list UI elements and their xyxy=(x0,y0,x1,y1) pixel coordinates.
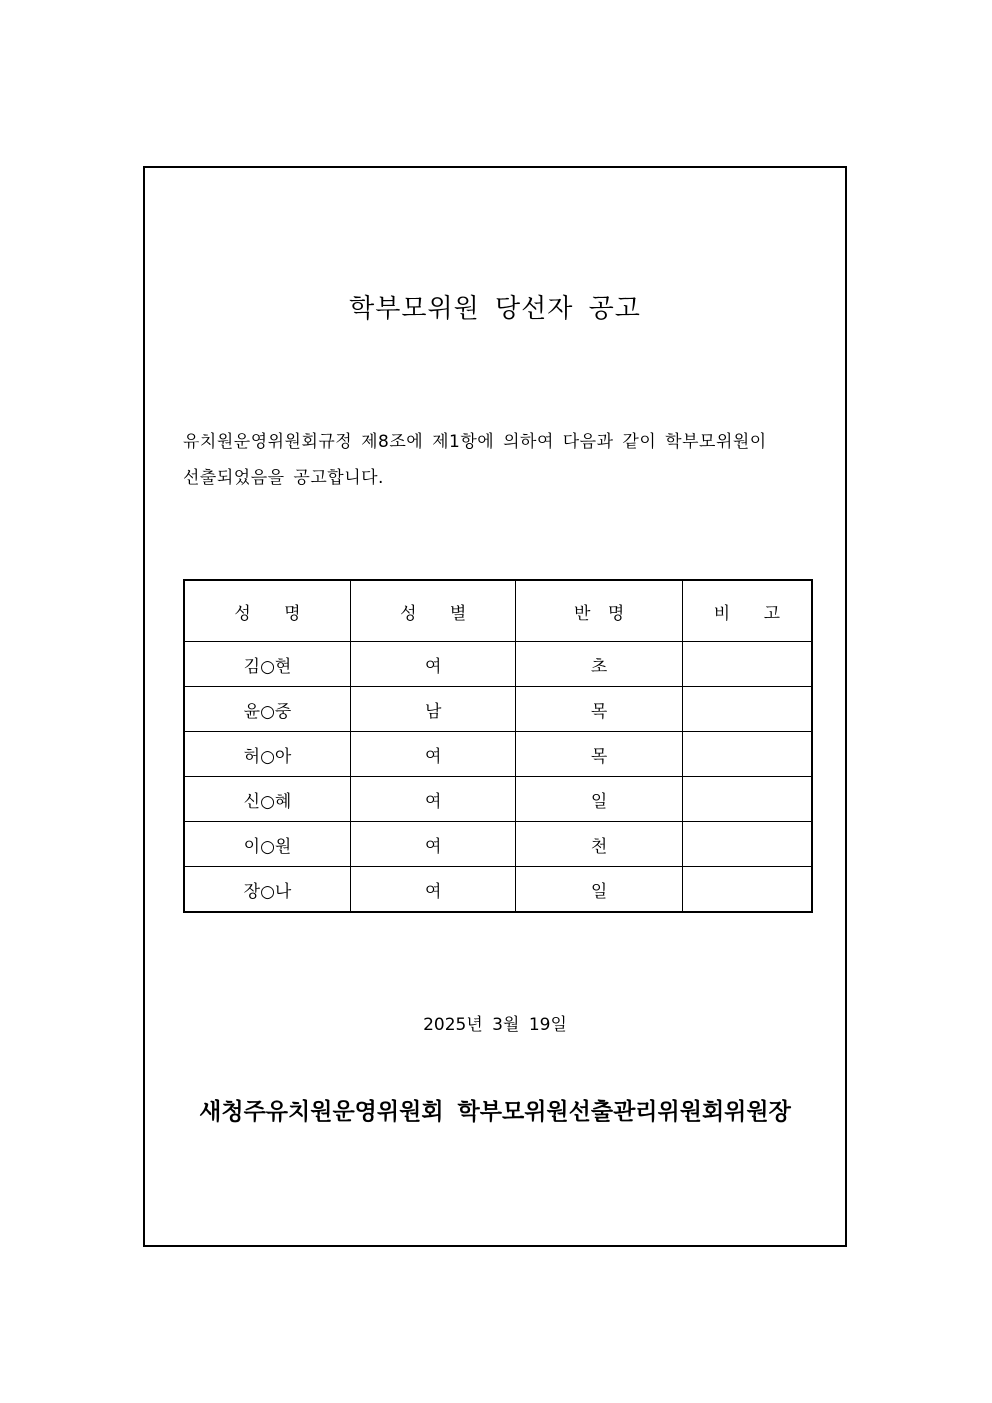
cell-name: 장○나 xyxy=(184,867,350,913)
notice-body-line-2: 선출되었음을 공고합니다. xyxy=(183,468,384,488)
table-row xyxy=(184,732,812,777)
header-name: 성 명 xyxy=(184,580,350,642)
cell-gender: 여 xyxy=(350,642,515,687)
header-class: 반 명 xyxy=(516,580,682,642)
cell-note xyxy=(682,642,812,687)
cell-class: 일 xyxy=(516,867,682,913)
notice-body-line-1: 유치원운영위원회규정 제8조에 제1항에 의하여 다음과 같이 학부모위원이 xyxy=(183,432,767,452)
cell-class: 초 xyxy=(516,642,682,687)
cell-note xyxy=(682,822,812,867)
table-row xyxy=(184,687,812,732)
elected-members-table xyxy=(183,579,813,913)
notice-title: 학부모위원 당선자 공고 xyxy=(349,294,641,324)
cell-note xyxy=(682,732,812,777)
table-row xyxy=(184,777,812,822)
cell-class: 천 xyxy=(516,822,682,867)
cell-gender: 여 xyxy=(350,867,515,913)
cell-name: 윤○중 xyxy=(184,687,350,732)
notice-signature: 새청주유치원운영위원회 학부모위원선출관리위원회위원장 xyxy=(199,1099,791,1125)
cell-name: 이○원 xyxy=(184,822,350,867)
cell-name: 신○혜 xyxy=(184,777,350,822)
cell-note xyxy=(682,687,812,732)
header-note: 비 고 xyxy=(682,580,812,642)
cell-gender: 여 xyxy=(350,777,515,822)
cell-class: 일 xyxy=(516,777,682,822)
cell-gender: 여 xyxy=(350,822,515,867)
cell-note xyxy=(682,867,812,913)
table-row xyxy=(184,642,812,687)
cell-class: 목 xyxy=(516,687,682,732)
cell-name: 김○현 xyxy=(184,642,350,687)
cell-gender: 남 xyxy=(350,687,515,732)
notice-frame xyxy=(143,166,847,1247)
cell-class: 목 xyxy=(516,732,682,777)
table-row xyxy=(184,867,812,913)
cell-name: 허○아 xyxy=(184,732,350,777)
table-header-row xyxy=(184,580,812,642)
cell-note xyxy=(682,777,812,822)
cell-gender: 여 xyxy=(350,732,515,777)
header-gender: 성 별 xyxy=(350,580,515,642)
notice-body xyxy=(183,424,813,496)
table-row xyxy=(184,822,812,867)
notice-date: 2025년 3월 19일 xyxy=(423,1015,567,1035)
